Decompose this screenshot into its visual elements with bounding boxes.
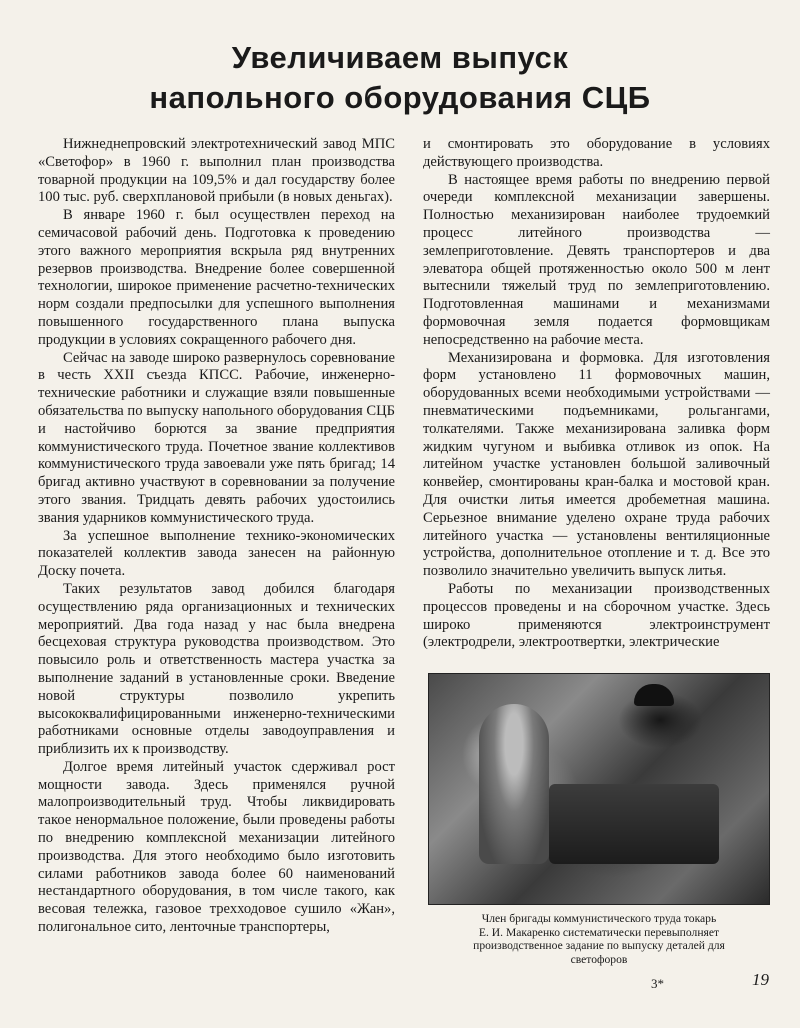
paragraph: и смонтировать это оборудование в условиях действующего производства. <box>423 136 770 170</box>
paragraph: За успешное выполнение технико-экономических показателей коллектив завода занесен на районную Доску почета. <box>38 527 395 580</box>
signature-mark: 3* <box>651 976 664 991</box>
paragraph: В январе 1960 г. был осуществлен переход на семичасовой рабочий день. Подготовка к проведению этого важного мероприятия вскрыла ряд внутренних резервов производства. Внедрение более совершенной технологии, широкое применение расчетно-технических норм создали предпосылки для успешного выполнения повышенного государственного плана выпуска продукции в условиях сокращенного рабочего дня. <box>38 207 395 348</box>
title-line-1: Увеличиваем выпуск <box>231 40 569 75</box>
paragraph: В настоящее время работы по внедрению первой очереди комплексной механизации завершены. Полностью механизирован наиболее трудоемкий процесс литейного производства — землеприготовление. Девять транспортеров и два элеватора общей протяженностью около 500 м лент вытеснили тяжелый труд по землеприготовлению. Подготовленная машинами и механизмами формовочная земля подается формовщикам непосредственно на рабочие места. <box>423 171 770 348</box>
left-column <box>38 136 395 937</box>
paragraph: Механизирована и формовка. Для изготовления форм установлено 11 формовочных машин, оборудованных всеми необходимыми устройствами — пневматическими подъемниками, рольгангами, толкателями. Также механизирована заливка форм жидким чугуном и выбивка отливок из опок. На литейном участке установлен большой заливочный конвейер, смонтированы кран-балка и мостовой кран. Для очистки литья имеется дробеметная машина. Серьезное внимание уделено охране труда рабочих литейного участка — установлены вентиляционные устройства, дополнительное отопление и т. д. Все это позволило значительно увеличить выпуск литья. <box>423 349 770 580</box>
worker-figure <box>479 704 549 864</box>
right-column <box>423 136 770 652</box>
article-title <box>0 38 800 118</box>
paragraph: Нижнеднепровский электротехнический завод МПС «Светофор» в 1960 г. выполнил план производства товарной продукции на 109,5% и дал государству более 100 тыс. руб. сверхплановой прибыли (в новых деньгах). <box>38 136 395 206</box>
page-number: 19 <box>752 970 769 989</box>
lathe-machine-shape <box>549 784 719 864</box>
paragraph: Долгое время литейный участок сдерживал рост мощности завода. Здесь применялся ручной малопроизводительный труд. Чтобы ликвидировать такое ненормальное положение, были проведены работы по внедрению комплексной механизации литейного производства. Для этого необходимо было изготовить силами работников завода более 60 наименований нестандартного оборудования, в том числе такого, как весовая тележка, газовое трехходовое сушило «Жан», полигональное сито, ленточные транспортеры, <box>38 758 395 936</box>
caption-line: Член бригады коммунистического труда токарь <box>481 912 717 925</box>
paragraph: Сейчас на заводе широко развернулось соревнование в честь XXII съезда КПСС. Рабочие, инженерно-технические работники и служащие взяли повышенные обязательства по выпуску напольного оборудования СЦБ и настойчиво борются за звание предприятия коммунистического труда. Почетное звание коллективов коммунистического труда завоевали уже пять бригад; 14 бригад активно участвуют в соревновании за получение этого звания. Тридцать девять рабочих удостоились звания ударников коммунистического труда. <box>38 349 395 526</box>
caption-line: производственное задание по выпуску деталей для <box>473 939 725 952</box>
paragraph: Таких результатов завод добился благодаря осуществлению ряда организационных и технических мероприятий. Два года назад у нас была внедрена бесцеховая структура руководства производством. Это повысило роль и ответственность мастера участка за выполнение заданий в установленные сроки. Введение новой структуры позволило укрепить высококвалифицированными инженерно-техническими работниками основные отделы заводоуправления и приблизить их к производству. <box>38 580 395 758</box>
title-line-2: напольного оборудования СЦБ <box>149 80 651 115</box>
paragraph: Работы по механизации производственных процессов проведены и на сборочном участке. Здесь широко применяются электроинструмент (электродрели, электроотвертки, электрические <box>423 580 770 651</box>
caption-line: светофоров <box>570 952 628 966</box>
caption-line: Е. И. Макаренко систематически перевыполняет <box>478 925 720 939</box>
lathe-operator-photo <box>428 673 770 905</box>
photo-caption <box>426 912 772 966</box>
lamp-shape <box>634 684 674 706</box>
